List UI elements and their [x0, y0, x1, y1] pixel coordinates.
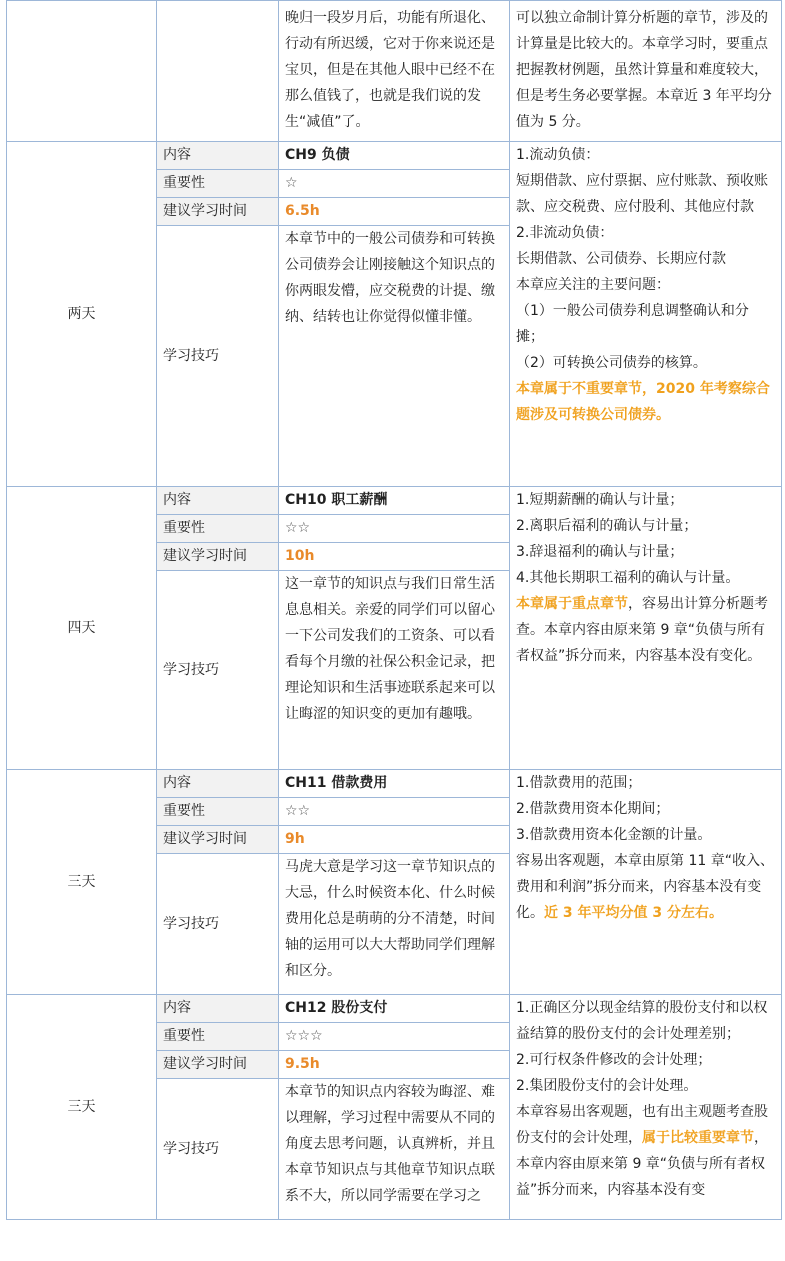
study-hours: 6.5h [279, 198, 510, 226]
note-highlight: 近 3 年平均分值 3 分左右。 [544, 905, 723, 921]
notes-text-cont: 可以独立命制计算分析题的章节，涉及的计算量是比较大的。本章学习时，要重点把握教材例题，虽然计算量和难度较大，但是考生务必要掌握。本章近 3 年平均分值为 5 分。 [510, 1, 782, 142]
note-text: 容易出客观题，本章由原第 11 章“收入、费用和利润”拆分而来，内容基本没有变化。 [516, 853, 774, 921]
chapter-title: CH12 股份支付 [279, 995, 510, 1023]
note-line: 2.可行权条件修改的会计处理； [516, 1052, 712, 1068]
note-line: 短期借款、应付票据、应付账款、预收账款、应交税费、应付股利、其他应付款 [516, 173, 768, 215]
content-label: 内容 [157, 487, 279, 515]
notes-cell [510, 995, 782, 1220]
table-row [7, 142, 782, 170]
day-cell: 四天 [7, 487, 157, 770]
chapter-title: CH9 负债 [279, 142, 510, 170]
chapter-title: CH11 借款费用 [279, 770, 510, 798]
importance-label: 重要性 [157, 798, 279, 826]
importance-label: 重要性 [157, 515, 279, 543]
note-line: 3.辞退福利的确认与计量； [516, 544, 684, 560]
note-line: 3.借款费用资本化金额的计量。 [516, 827, 712, 843]
note-line: 2.非流动负债： [516, 225, 614, 241]
note-line: 1.短期薪酬的确认与计量； [516, 492, 684, 508]
note-highlight: 本章属于不重要章节，2020 年考察综合题涉及可转换公司债券。 [516, 381, 770, 423]
study-hours: 9.5h [279, 1051, 510, 1079]
tips-text: 这一章节的知识点与我们日常生活息息相关。亲爱的同学们可以留心一下公司发我们的工资条、可以看看每个月缴的社保公积金记录，把理论知识和生活事迹联系起来可以让晦涩的知识变的更加有趣哦。 [279, 571, 510, 770]
tips-text-cont: 晚归一段岁月后，功能有所退化、行动有所迟缓，它对于你来说还是宝贝，但是在其他人眼中已经不在那么值钱了，也就是我们说的发生“减值”了。 [279, 1, 510, 142]
importance-stars: ☆☆ [279, 515, 510, 543]
tips-label: 学习技巧 [157, 226, 279, 487]
note-line: 1.流动负债： [516, 147, 600, 163]
day-cell: 三天 [7, 995, 157, 1220]
study-hours: 10h [279, 543, 510, 571]
label-cell-empty [157, 1, 279, 142]
note-line: 1.正确区分以现金结算的股份支付和以权益结算的股份支付的会计处理差别； [516, 1000, 768, 1042]
table-row-top-continuation [7, 1, 782, 142]
importance-stars: ☆☆☆ [279, 1023, 510, 1051]
tips-text: 马虎大意是学习这一章节知识点的大忌，什么时候资本化、什么时候费用化总是萌萌的分不清楚，时间轴的运用可以大大帮助同学们理解和区分。 [279, 854, 510, 995]
note-line: 2.借款费用资本化期间； [516, 801, 670, 817]
note-line: 1.借款费用的范围； [516, 775, 642, 791]
tips-label: 学习技巧 [157, 571, 279, 770]
content-label: 内容 [157, 142, 279, 170]
note-text: ，容易出计算分析题考查。本章内容由原来第 9 章“负债与所有者权益”拆分而来，内容基本没有变化。 [516, 596, 768, 664]
study-plan-table [6, 0, 782, 1220]
note-highlight: 属于比较重要章节 [642, 1130, 754, 1146]
notes-cell [510, 142, 782, 487]
content-label: 内容 [157, 770, 279, 798]
importance-stars: ☆ [279, 170, 510, 198]
tips-label: 学习技巧 [157, 1079, 279, 1220]
note-highlight: 本章属于重点章节 [516, 596, 628, 612]
time-label: 建议学习时间 [157, 198, 279, 226]
note-line: 2.离职后福利的确认与计量； [516, 518, 698, 534]
notes-cell [510, 487, 782, 770]
time-label: 建议学习时间 [157, 826, 279, 854]
time-label: 建议学习时间 [157, 543, 279, 571]
table-row [7, 995, 782, 1023]
tips-text: 本章节中的一般公司债券和可转换公司债券会让刚接触这个知识点的你两眼发懵，应交税费的计提、缴纳、结转也让你觉得似懂非懂。 [279, 226, 510, 487]
tips-label: 学习技巧 [157, 854, 279, 995]
note-line: 长期借款、公司债券、长期应付款 [516, 251, 726, 267]
note-text: ，本章内容由原来第 9 章“负债与所有者权益”拆分而来，内容基本没有变 [516, 1130, 768, 1198]
day-cell: 三天 [7, 770, 157, 995]
note-line: （1）一般公司债券利息调整确认和分摊； [516, 303, 749, 345]
importance-label: 重要性 [157, 1023, 279, 1051]
note-line: （2）可转换公司债券的核算。 [516, 355, 707, 371]
notes-cell [510, 770, 782, 995]
content-label: 内容 [157, 995, 279, 1023]
importance-label: 重要性 [157, 170, 279, 198]
note-line: 4.其他长期职工福利的确认与计量。 [516, 570, 740, 586]
importance-stars: ☆☆ [279, 798, 510, 826]
table-row [7, 487, 782, 515]
table-row [7, 770, 782, 798]
note-line: 2.集团股份支付的会计处理。 [516, 1078, 698, 1094]
time-label: 建议学习时间 [157, 1051, 279, 1079]
day-cell-empty [7, 1, 157, 142]
note-line: 本章应关注的主要问题： [516, 277, 670, 293]
day-cell: 两天 [7, 142, 157, 487]
study-hours: 9h [279, 826, 510, 854]
note-text: 本章容易出客观题，也有出主观题考查股份支付的会计处理， [516, 1104, 768, 1146]
tips-text: 本章节的知识点内容较为晦涩、难以理解，学习过程中需要从不同的角度去思考问题，认真辨析，并且本章节知识点与其他章节知识点联系不大，所以同学需要在学习之 [279, 1079, 510, 1220]
chapter-title: CH10 职工薪酬 [279, 487, 510, 515]
